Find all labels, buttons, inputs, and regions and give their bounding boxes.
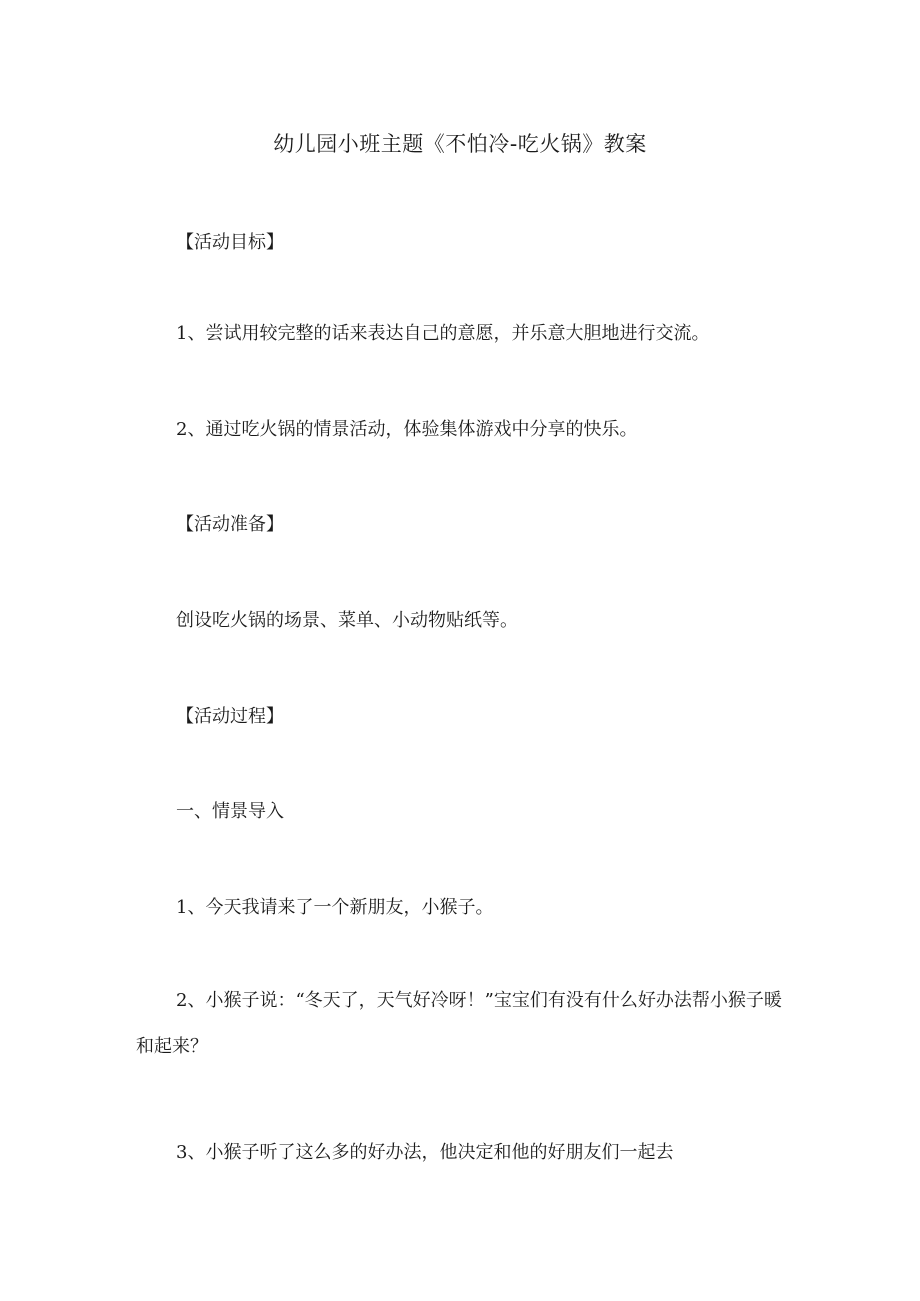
section-heading-activity-process: 【活动过程】 [176, 706, 284, 727]
document-title: 幼儿园小班主题《不怕冷-吃火锅》教案 [273, 132, 647, 156]
paragraph-step-1-heading: 一、情景导入 [176, 801, 284, 822]
paragraph-goal-2: 2、通过吃火锅的情景活动，体验集体游戏中分享的快乐。 [176, 419, 638, 440]
paragraph-preparation: 创设吃火锅的场景、菜单、小动物贴纸等。 [176, 610, 518, 631]
paragraph-step-1-3: 3、小猴子听了这么多的好办法，他决定和他的好朋友们一起去 [176, 1142, 674, 1163]
paragraph-goal-1: 1、尝试用较完整的话来表达自己的意愿，并乐意大胆地进行交流。 [176, 323, 710, 344]
paragraph-step-1-2: 2、小猴子说：“冬天了，天气好冷呀！”宝宝们有没有什么好办法帮小猴子暖和起来？ [136, 990, 782, 1057]
section-heading-activity-goals: 【活动目标】 [176, 232, 284, 253]
section-heading-activity-preparation: 【活动准备】 [176, 514, 284, 535]
paragraph-step-1-1: 1、今天我请来了一个新朋友，小猴子。 [176, 897, 494, 918]
